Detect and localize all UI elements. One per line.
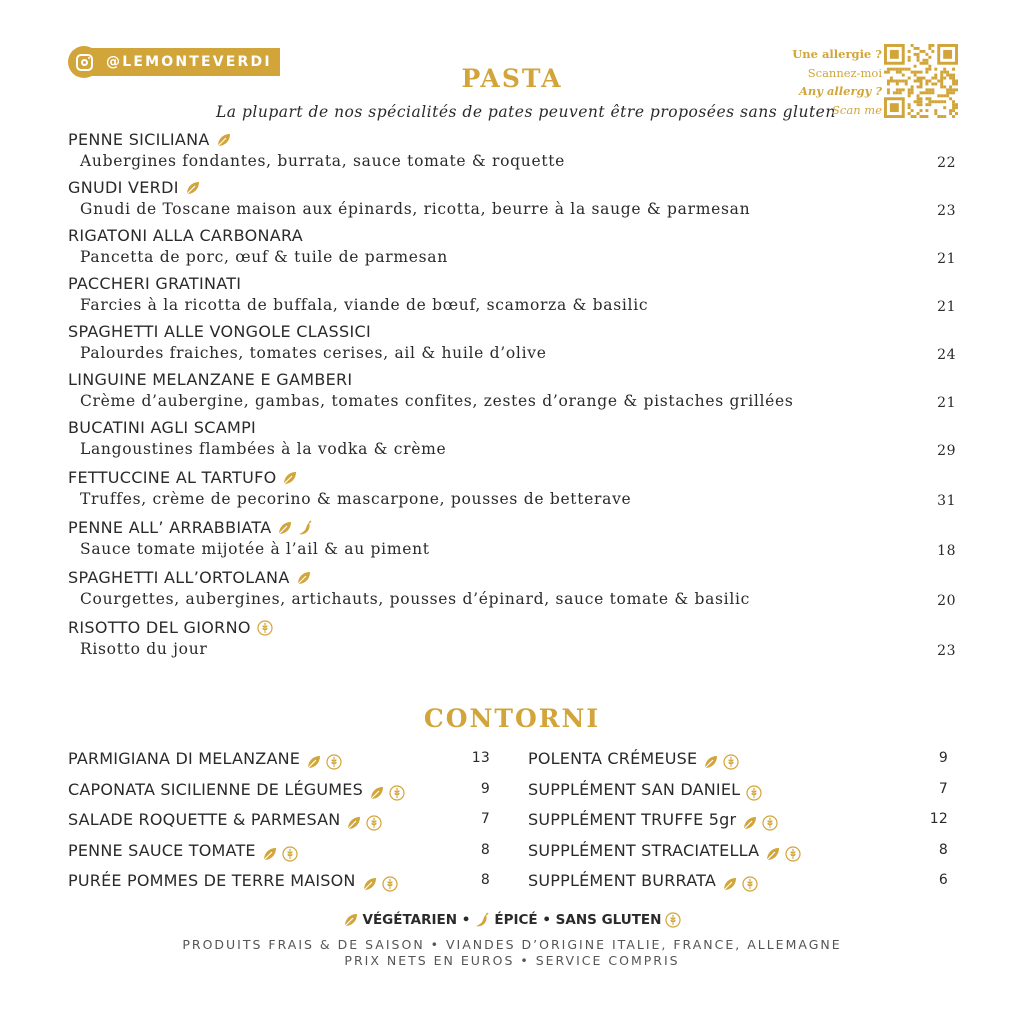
pasta-item [68,618,956,660]
leaf-icon [262,843,278,859]
dish-price: 24 [937,347,956,363]
diet-icons [362,873,398,889]
instagram-icon [68,46,100,78]
side-dish-row [528,836,948,867]
dish-price: 29 [937,443,956,459]
dish-description: Courgettes, aubergines, artichauts, pousses d’épinard, sauce tomate & basilic [80,590,751,608]
side-dish-name: PURÉE POMMES DE TERRE MAISON [68,871,356,891]
dish-description: Gnudi de Toscane maison aux épinards, ricotta, beurre à la sauge & parmesan [80,200,751,218]
leaf-icon [346,812,362,828]
dish-name [68,274,956,294]
dish-name-text: GNUDI VERDI [68,178,179,197]
side-dish-price: 6 [938,872,948,888]
pasta-item [68,178,956,220]
leaf-icon [343,912,359,928]
pasta-item [68,568,956,610]
dish-description: Sauce tomate mijotée à l’ail & au piment [80,540,430,558]
pasta-title: PASTA [461,64,563,93]
side-dish-name: SUPPLÉMENT SAN DANIEL [528,779,741,799]
leaf-icon [362,873,378,889]
leaf-icon [722,873,738,889]
diet-icons [369,782,405,798]
dish-name-text: PACCHERI GRATINATI [68,274,242,293]
contorni-left-column [68,744,490,897]
side-dish-row [68,836,490,867]
dish-description-row [68,488,956,510]
wheat-icon [665,912,681,928]
dish-name-text: LINGUINE MELANZANE E GAMBERI [68,370,353,389]
diet-icons [216,132,232,148]
side-dish-name: SUPPLÉMENT STRACIATELLA [528,840,760,860]
dish-description-row [68,342,956,364]
leaf-icon [369,782,385,798]
diet-icons [742,812,778,828]
dish-name [68,178,956,198]
allergy-line-4: Scan me [832,102,882,117]
side-dish-name: SUPPLÉMENT BURRATA [528,871,716,891]
side-dish-price: 7 [938,780,948,797]
side-dish-name: PENNE SAUCE TOMATE [68,840,256,860]
diet-icons [296,570,312,586]
allergy-line-3: Any allergy ? [799,84,882,98]
dish-name-text: SPAGHETTI ALL’ORTOLANA [68,568,290,587]
chili-icon [474,912,490,928]
side-dish-row [528,866,948,897]
dish-name [68,226,956,246]
dish-price: 23 [937,643,956,659]
diet-icons [306,751,342,767]
dish-description-row [68,150,956,172]
legend [0,912,1024,928]
leaf-icon [742,812,758,828]
wheat-icon [382,873,398,889]
dish-name [68,130,956,150]
side-dish-price: 13 [471,750,490,766]
dish-name-text: BUCATINI AGLI SCAMPI [68,418,257,437]
dish-description-row [68,538,956,560]
pasta-item [68,274,956,316]
pasta-item [68,322,956,364]
allergy-notice [792,45,882,119]
dish-description: Crème d’aubergine, gambas, tomates confites, zestes d’orange & pistaches grillées [80,392,794,410]
dish-description-row [68,198,956,220]
diet-icons [282,470,298,486]
footer-line-1: PRODUITS FRAIS & DE SAISON • VIANDES D’ORIGINE ITALIE, FRANCE, ALLEMAGNE [182,937,842,952]
side-dish-row [68,744,490,775]
dish-description: Langoustines flambées à la vodka & crème [80,440,447,458]
pasta-list [68,130,956,666]
pasta-subtitle: La plupart de nos spécialités de pates peuvent être proposées sans gluten [216,103,836,121]
dish-price: 21 [937,299,956,315]
side-dish-price: 8 [938,841,948,858]
footer-line-2: PRIX NETS EN EUROS • SERVICE COMPRIS [344,953,680,968]
dish-description: Pancetta de porc, œuf & tuile de parmesan [80,248,448,266]
pasta-item [68,130,956,172]
pasta-item [68,226,956,268]
side-dish-price: 8 [480,872,490,888]
side-dish-row [528,775,948,806]
side-dish-row [528,805,948,836]
leaf-icon [296,570,312,586]
dish-name-text: RIGATONI ALLA CARBONARA [68,226,304,245]
side-dish-row [68,775,490,806]
pasta-item [68,468,956,510]
side-dish-price: 9 [480,780,490,797]
wheat-icon [366,812,382,828]
dish-description: Farcies à la ricotta de buffala, viande de bœuf, scamorza & basilic [80,296,649,314]
wheat-icon [785,843,801,859]
dish-description-row [68,638,956,660]
diet-icons [722,873,758,889]
pasta-item [68,518,956,560]
dish-description-row [68,294,956,316]
dish-description-row [68,390,956,412]
diet-icons [346,812,382,828]
dish-description: Palourdes fraiches, tomates cerises, ail & huile d’olive [80,344,547,362]
wheat-icon [326,751,342,767]
dish-name [68,518,956,538]
dish-name-text: PENNE SICILIANA [68,130,210,149]
side-dish-row [68,805,490,836]
leaf-icon [282,470,298,486]
dish-name [68,618,956,638]
dish-price: 22 [937,155,956,171]
side-dish-name: PARMIGIANA DI MELANZANE [68,749,301,769]
dish-name-text: SPAGHETTI ALLE VONGOLE CLASSICI [68,322,371,341]
qr-code-icon[interactable] [884,44,958,118]
diet-icons [277,520,313,536]
dish-description: Aubergines fondantes, burrata, sauce tomate & roquette [80,152,566,170]
legend-vegetarian: VÉGÉTARIEN • [362,912,471,928]
contorni-right-column [528,744,948,897]
pasta-item [68,418,956,460]
dish-name-text: PENNE ALL’ ARRABBIATA [68,518,272,537]
dish-description-row [68,438,956,460]
allergy-line-2: Scannez-moi [807,65,882,80]
dish-name [68,568,956,588]
dish-price: 31 [937,493,956,509]
leaf-icon [703,751,719,767]
pasta-item [68,370,956,412]
dish-price: 23 [937,203,956,219]
contorni-title: CONTORNI [423,704,601,733]
diet-icons [765,843,801,859]
side-dish-name: SALADE ROQUETTE & PARMESAN [68,810,341,830]
chili-icon [297,520,313,536]
dish-price: 21 [937,251,956,267]
side-dish-row [68,866,490,897]
dish-price: 20 [937,593,956,609]
wheat-icon [723,751,739,767]
leaf-icon [306,751,322,767]
wheat-icon [257,620,273,636]
leaf-icon [216,132,232,148]
dish-description: Truffes, crème de pecorino & mascarpone, pousses de betterave [80,490,632,508]
dish-name-text: FETTUCCINE AL TARTUFO [68,468,277,487]
legend-spicy-gluten: ÉPICÉ • SANS GLUTEN [494,912,662,928]
leaf-icon [765,843,781,859]
side-dish-name: SUPPLÉMENT TRUFFE 5gr [528,810,737,830]
diet-icons [262,843,298,859]
leaf-icon [185,180,201,196]
side-dish-name: POLENTA CRÉMEUSE [528,749,698,769]
dish-name [68,468,956,488]
side-dish-name: CAPONATA SICILIENNE DE LÉGUMES [68,779,363,799]
instagram-handle: @LEMONTEVERDI [84,48,280,76]
dish-name [68,322,956,342]
dish-description: Risotto du jour [80,640,208,658]
dish-name [68,370,956,390]
leaf-icon [277,520,293,536]
side-dish-price: 9 [938,750,948,766]
wheat-icon [389,782,405,798]
dish-price: 21 [937,395,956,411]
side-dish-price: 7 [480,811,490,827]
diet-icons [703,751,739,767]
wheat-icon [742,873,758,889]
dish-description-row [68,246,956,268]
side-dish-price: 8 [480,841,490,858]
wheat-icon [282,843,298,859]
diet-icons [746,782,762,798]
side-dish-price: 12 [929,811,948,827]
dish-name-text: RISOTTO DEL GIORNO [68,618,251,637]
wheat-icon [746,782,762,798]
dish-description-row [68,588,956,610]
diet-icons [257,620,273,636]
allergy-line-1: Une allergie ? [792,47,882,61]
dish-name [68,418,956,438]
side-dish-row [528,744,948,775]
wheat-icon [762,812,778,828]
diet-icons [185,180,201,196]
dish-price: 18 [937,543,956,559]
